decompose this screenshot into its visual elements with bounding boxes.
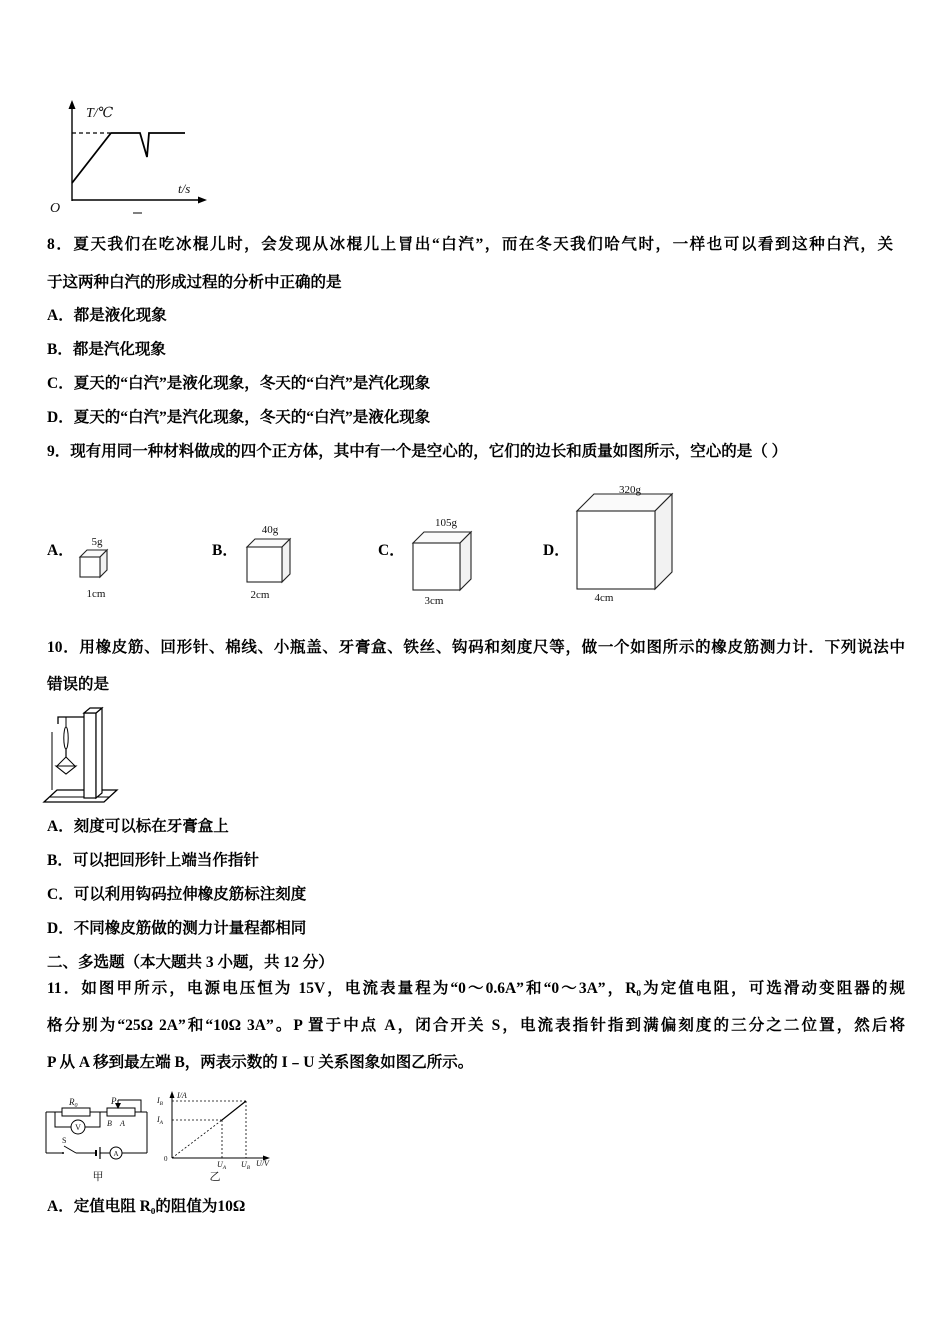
x-axis-arrow — [198, 197, 207, 204]
q9-option-a-letter: A． — [47, 542, 74, 559]
ib-label — [156, 1096, 164, 1107]
cube-c-front — [413, 543, 460, 590]
resistor-symbol: R — [69, 1097, 75, 1107]
graph-origin-label: 0 — [164, 1155, 168, 1163]
ub-label — [241, 1160, 251, 1171]
cube-d — [577, 494, 672, 589]
cube-b-edge: 2cm — [250, 589, 270, 601]
cube-d-side — [655, 494, 672, 589]
ia-subscript: A — [159, 1120, 164, 1126]
cube-b-side — [282, 539, 290, 582]
midpoint-a-label: A — [120, 1119, 125, 1128]
ua-subscript: A — [222, 1165, 227, 1171]
cup-strings — [57, 757, 75, 766]
temperature-time-graph — [40, 95, 215, 220]
x-axis-label: t/s — [178, 181, 191, 196]
rubber-band — [64, 727, 68, 749]
ub-symbol: U — [241, 1160, 247, 1169]
cube-d-front — [577, 511, 655, 589]
base-board — [44, 790, 117, 802]
ua-symbol: U — [217, 1160, 223, 1169]
q11-iu-graph — [150, 1088, 278, 1184]
resistor-subscript: 0 — [74, 1103, 78, 1109]
cube-d-edge: 4cm — [594, 592, 614, 604]
q8-stem-line-1: 8．夏天我们在吃冰棍儿时，会发现从冰棍儿上冒出“白汽”，而在冬天我们哈气时，一样也可以看到这种白汽，关 — [47, 236, 893, 253]
q10-option-a: A．刻度可以标在牙膏盒上 — [47, 818, 229, 835]
section-2-title: 二、多选题（本大题共 3 小题，共 12 分） — [47, 954, 334, 971]
ub-subscript: B — [246, 1165, 251, 1171]
q11-circuit-figure — [40, 1088, 155, 1184]
origin-label: O — [50, 201, 61, 216]
toothpaste-box-side — [96, 708, 102, 798]
q10-option-c: C．可以利用钩码拉伸橡皮筋标注刻度 — [47, 886, 307, 903]
bottle-cap-cup — [56, 766, 76, 774]
switch-label: S — [62, 1136, 67, 1145]
cube-a-front — [80, 557, 100, 577]
cube-b — [247, 539, 290, 582]
cube-a-mass: 5g — [91, 536, 103, 548]
q9-option-c-letter: C． — [378, 542, 405, 559]
cube-b-front — [247, 547, 282, 582]
iron-wire-arm — [58, 717, 84, 724]
y-axis-arrow — [69, 100, 76, 109]
q9-option-b-letter: B． — [212, 542, 238, 559]
temperature-curve — [72, 133, 185, 183]
q8-stem-line-2: 于这两种白汽的形成过程的分析中正确的是 — [47, 274, 342, 291]
ib-symbol: I — [157, 1096, 160, 1105]
graph-y-arrow — [170, 1091, 175, 1098]
cube-c-mass: 105g — [435, 517, 457, 529]
resistor-r0 — [62, 1108, 90, 1116]
origin-to-a-line — [172, 1120, 222, 1158]
q8-option-d: D．夏天的“白汽”是汽化现象，冬天的“白汽”是液化现象 — [47, 409, 431, 426]
q10-stem-line-1: 10．用橡皮筋、回形针、棉线、小瓶盖、牙膏盒、铁丝、钩码和刻度尺等，做一个如图所示的橡皮筋测力计．下列说法中 — [47, 639, 905, 656]
ib-subscript: B — [159, 1101, 164, 1107]
graph-x-axis-label: U/V — [256, 1159, 269, 1168]
ua-label — [217, 1160, 227, 1171]
cube-c — [413, 532, 471, 590]
ia-symbol: I — [157, 1115, 160, 1124]
slider-label: P — [111, 1096, 117, 1106]
q9-cubes-figure — [40, 475, 700, 610]
graph-y-axis-label: I/A — [177, 1091, 187, 1100]
cube-a-edge: 1cm — [86, 588, 106, 600]
q9-stem: 9．现有用同一种材料做成的四个正方体，其中有一个是空心的，它们的边长和质量如图所示，空心的是（ ） — [47, 443, 788, 460]
voltmeter-symbol: V — [75, 1123, 81, 1132]
ia-label — [156, 1115, 164, 1126]
cube-c-edge: 3cm — [424, 595, 444, 607]
cube-a — [80, 550, 107, 577]
q11-stem-line-2: 格分别为“25Ω 2A”和“10Ω 3A”。P 置于中点 A，闭合开关 S，电流表指针指到满偏刻度的三分之二位置，然后将 — [47, 1017, 905, 1034]
q8-option-b: B．都是汽化现象 — [47, 341, 166, 358]
q10-option-b: B．可以把回形针上端当作指针 — [47, 852, 259, 869]
ammeter-symbol: A — [113, 1150, 119, 1158]
resistor-r0-label — [68, 1097, 78, 1109]
cube-c-side — [460, 532, 471, 590]
q9-option-d-letter: D． — [543, 542, 570, 559]
end-b-label: B — [107, 1119, 112, 1128]
a-to-b-line — [222, 1101, 246, 1120]
toothpaste-box-front — [84, 713, 96, 798]
graph-caption: 乙 — [209, 1171, 221, 1183]
switch-contact — [62, 1152, 64, 1154]
q11-stem-line-1: 11．如图甲所示，电源电压恒为 15V，电流表量程为“0～0.6A”和“0～3A”，R₀为定值电阻，可选滑动变阻器的规 — [47, 980, 905, 997]
q11-stem-line-3: P 从 A 移到最左端 B，两表示数的 I﹣U 关系图象如图乙所示。 — [47, 1054, 474, 1071]
q10-option-d: D．不同橡皮筋做的测力计量程都相同 — [47, 920, 307, 937]
y-axis-label: T/℃ — [86, 106, 114, 121]
cube-b-mass: 40g — [261, 524, 279, 536]
q11-option-a: A．定值电阻 R₀的阻值为10Ω — [47, 1198, 246, 1215]
cube-d-mass: 320g — [619, 484, 641, 496]
q10-stem-line-2: 错误的是 — [47, 676, 110, 693]
circuit-caption: 甲 — [92, 1171, 104, 1183]
q8-option-a: A．都是液化现象 — [47, 307, 167, 324]
rubber-band-dynamometer-figure — [40, 700, 122, 810]
switch-blade — [64, 1146, 76, 1153]
q8-option-c: C．夏天的“白汽”是液化现象，冬天的“白汽”是汽化现象 — [47, 375, 431, 392]
rheostat — [107, 1108, 135, 1116]
